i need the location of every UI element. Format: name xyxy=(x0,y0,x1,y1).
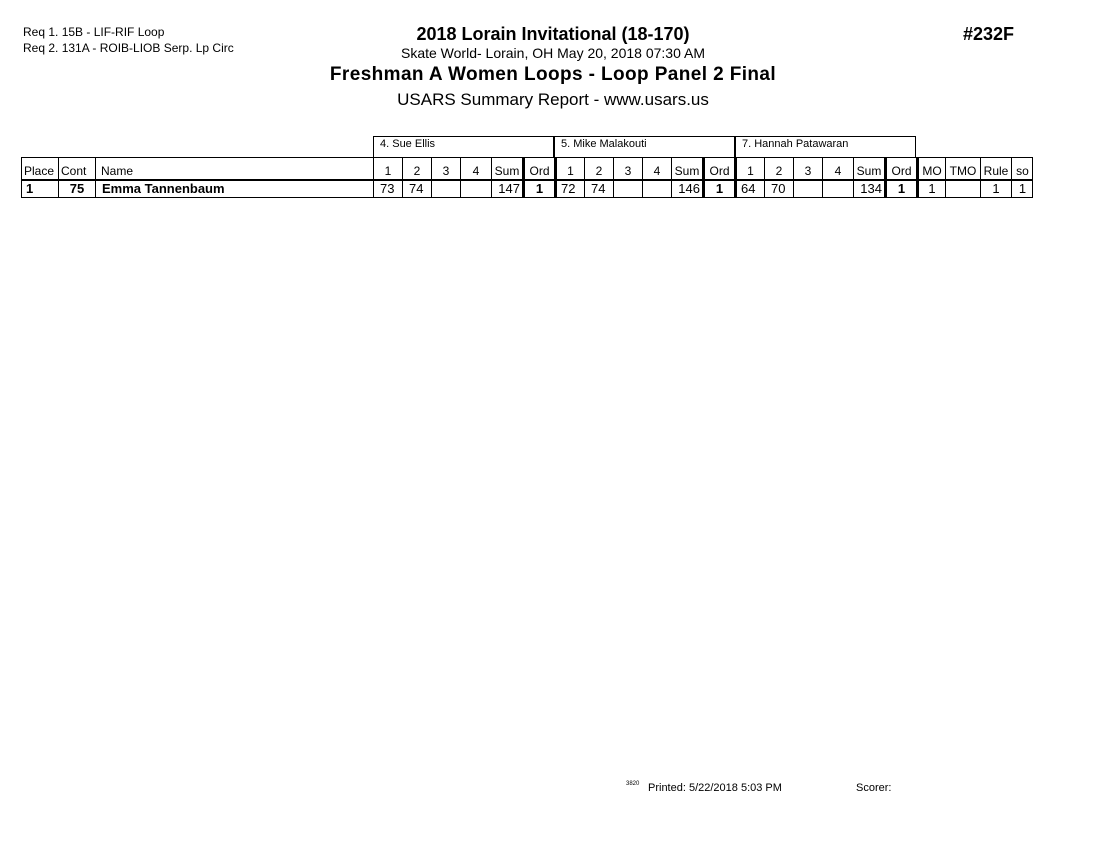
requirement-1: Req 1. 15B - LIF-RIF Loop xyxy=(23,25,165,39)
col-mo: MO xyxy=(916,158,945,179)
table-row xyxy=(21,178,1033,198)
scorer-label: Scorer: xyxy=(856,782,892,794)
col-j1-sum: Sum xyxy=(491,158,522,179)
skater-name: Emma Tannenbaum xyxy=(95,178,373,197)
col-so: so xyxy=(1011,158,1033,179)
col-j2-score-4: 4 xyxy=(642,158,671,179)
col-j1-score-4: 4 xyxy=(460,158,491,179)
j2-score-1: 72 xyxy=(554,178,584,197)
rule-cell: 1 xyxy=(980,178,1011,197)
col-j2-score-3: 3 xyxy=(613,158,642,179)
col-place: Place xyxy=(21,158,58,179)
requirement-2: Req 2. 131A - ROIB-LIOB Serp. Lp Circ xyxy=(23,41,234,55)
mo-cell: 1 xyxy=(916,178,945,197)
event-number: #232F xyxy=(963,24,1015,44)
col-j3-score-1: 1 xyxy=(734,158,764,179)
j2-ord: 1 xyxy=(702,178,734,197)
j3-score-3 xyxy=(793,178,822,197)
j1-score-1: 73 xyxy=(373,178,402,197)
judge-3-header: 7. Hannah Patawaran xyxy=(735,136,916,157)
place-cell: 1 xyxy=(21,178,58,197)
judge-1-header: 4. Sue Ellis xyxy=(373,136,554,157)
tmo-cell xyxy=(945,178,980,197)
col-j2-sum: Sum xyxy=(671,158,702,179)
j3-score-1: 64 xyxy=(734,178,764,197)
col-j1-ord: Ord xyxy=(522,158,554,179)
col-j2-score-2: 2 xyxy=(584,158,613,179)
event-name: Freshman A Women Loops - Loop Panel 2 Final xyxy=(329,64,777,85)
col-cont: Cont xyxy=(58,158,95,179)
j3-sum: 134 xyxy=(853,178,884,197)
j3-ord: 1 xyxy=(884,178,916,197)
j3-score-4 xyxy=(822,178,853,197)
j1-score-4 xyxy=(460,178,491,197)
j2-score-2: 74 xyxy=(584,178,613,197)
col-tmo: TMO xyxy=(945,158,980,179)
j2-sum: 146 xyxy=(671,178,702,197)
report-title: USARS Summary Report - www.usars.us xyxy=(397,90,709,109)
j2-score-3 xyxy=(613,178,642,197)
col-j1-score-3: 3 xyxy=(431,158,460,179)
printed-timestamp: Printed: 5/22/2018 5:03 PM xyxy=(648,782,782,794)
col-j3-ord: Ord xyxy=(884,158,916,179)
col-j3-score-2: 2 xyxy=(764,158,793,179)
j1-sum: 147 xyxy=(491,178,522,197)
col-j2-ord: Ord xyxy=(702,158,734,179)
j1-score-3 xyxy=(431,178,460,197)
col-j1-score-1: 1 xyxy=(373,158,402,179)
col-name: Name xyxy=(95,158,373,179)
competition-title: 2018 Lorain Invitational (18-170) xyxy=(416,24,690,44)
judge-2-header: 5. Mike Malakouti xyxy=(554,136,735,157)
j1-score-2: 74 xyxy=(402,178,431,197)
col-j2-score-1: 1 xyxy=(554,158,584,179)
venue-date: Skate World- Lorain, OH May 20, 2018 07:30 AM xyxy=(400,45,705,61)
col-j3-score-3: 3 xyxy=(793,158,822,179)
col-j1-score-2: 2 xyxy=(402,158,431,179)
cont-cell: 75 xyxy=(58,178,95,197)
so-cell: 1 xyxy=(1011,178,1033,197)
col-j3-score-4: 4 xyxy=(822,158,853,179)
col-j3-sum: Sum xyxy=(853,158,884,179)
j2-score-4 xyxy=(642,178,671,197)
j1-ord: 1 xyxy=(522,178,554,197)
j3-score-2: 70 xyxy=(764,178,793,197)
report-code: 3820 xyxy=(626,781,640,787)
col-rule: Rule xyxy=(980,158,1011,179)
